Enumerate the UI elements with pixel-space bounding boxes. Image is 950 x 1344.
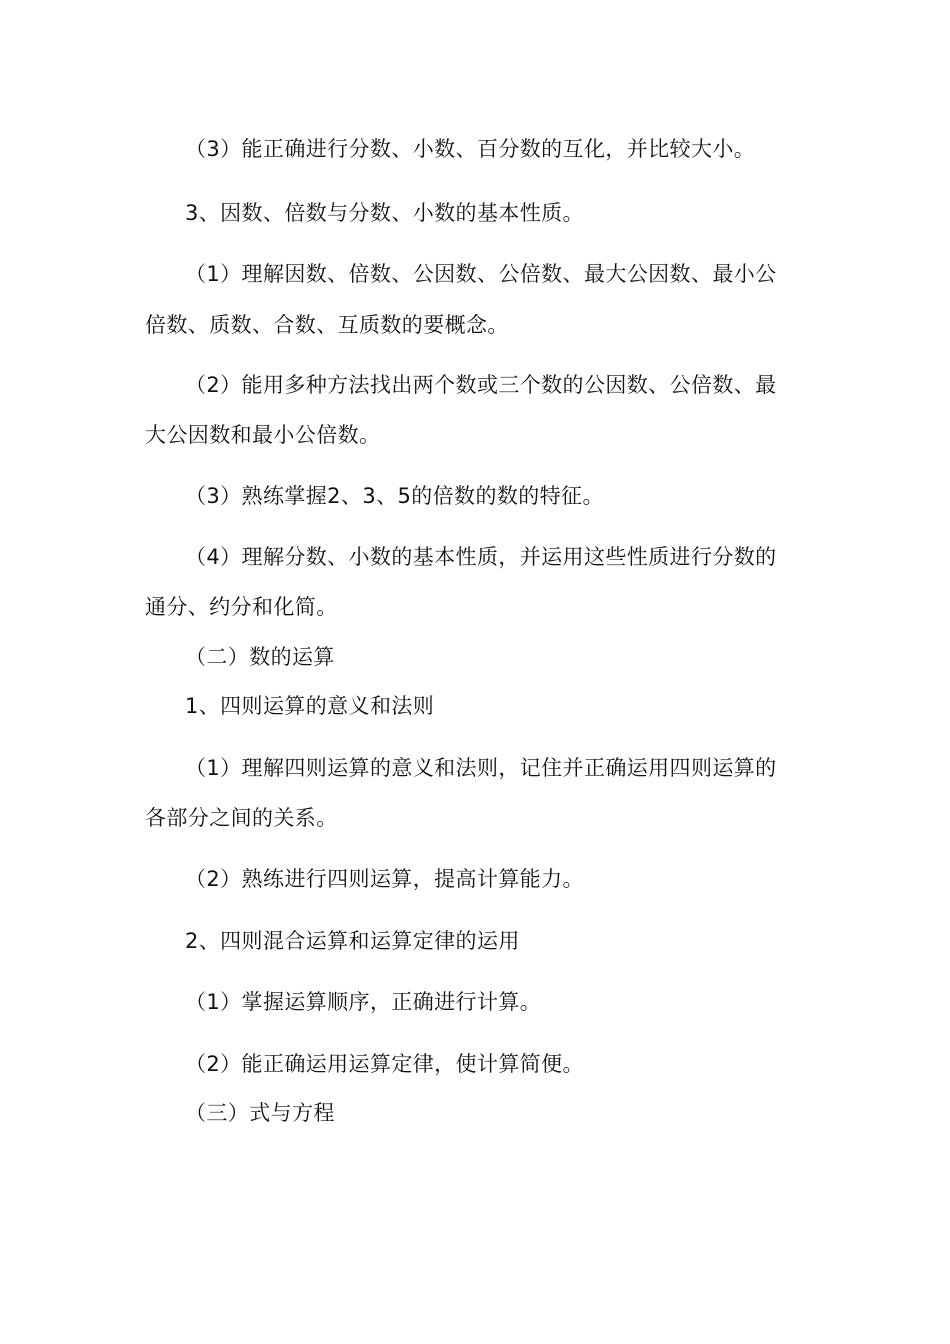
section-heading: （二）数的运算	[185, 645, 335, 669]
section-heading: 3、因数、倍数与分数、小数的基本性质。	[185, 201, 584, 225]
paragraph-line: （3）能正确进行分数、小数、百分数的互化，并比较大小。	[185, 137, 756, 161]
paragraph-line: （4）理解分数、小数的基本性质，并运用这些性质进行分数的	[185, 545, 777, 569]
paragraph-line: （1）理解四则运算的意义和法则，记住并正确运用四则运算的	[185, 756, 777, 780]
paragraph-line: （1）掌握运算顺序，正确进行计算。	[185, 990, 542, 1014]
paragraph-line: （1）理解因数、倍数、公因数、公倍数、最大公因数、最小公	[185, 262, 777, 286]
paragraph-line: （2）能正确运用运算定律，使计算简便。	[185, 1052, 584, 1076]
paragraph-line: （2）熟练进行四则运算，提高计算能力。	[185, 867, 584, 891]
section-heading: 2、四则混合运算和运算定律的运用	[185, 929, 520, 953]
section-heading: （三）式与方程	[185, 1101, 335, 1125]
paragraph-line: 通分、约分和化简。	[145, 595, 338, 619]
section-heading: 1、四则运算的意义和法则	[185, 694, 435, 718]
paragraph-line: （2）能用多种方法找出两个数或三个数的公因数、公倍数、最	[185, 373, 777, 397]
paragraph-line: 倍数、质数、合数、互质数的要概念。	[145, 313, 509, 337]
paragraph-line: 大公因数和最小公倍数。	[145, 423, 381, 447]
paragraph-line: （3）熟练掌握2、3、5的倍数的数的特征。	[185, 484, 604, 508]
paragraph-line: 各部分之间的关系。	[145, 806, 338, 830]
